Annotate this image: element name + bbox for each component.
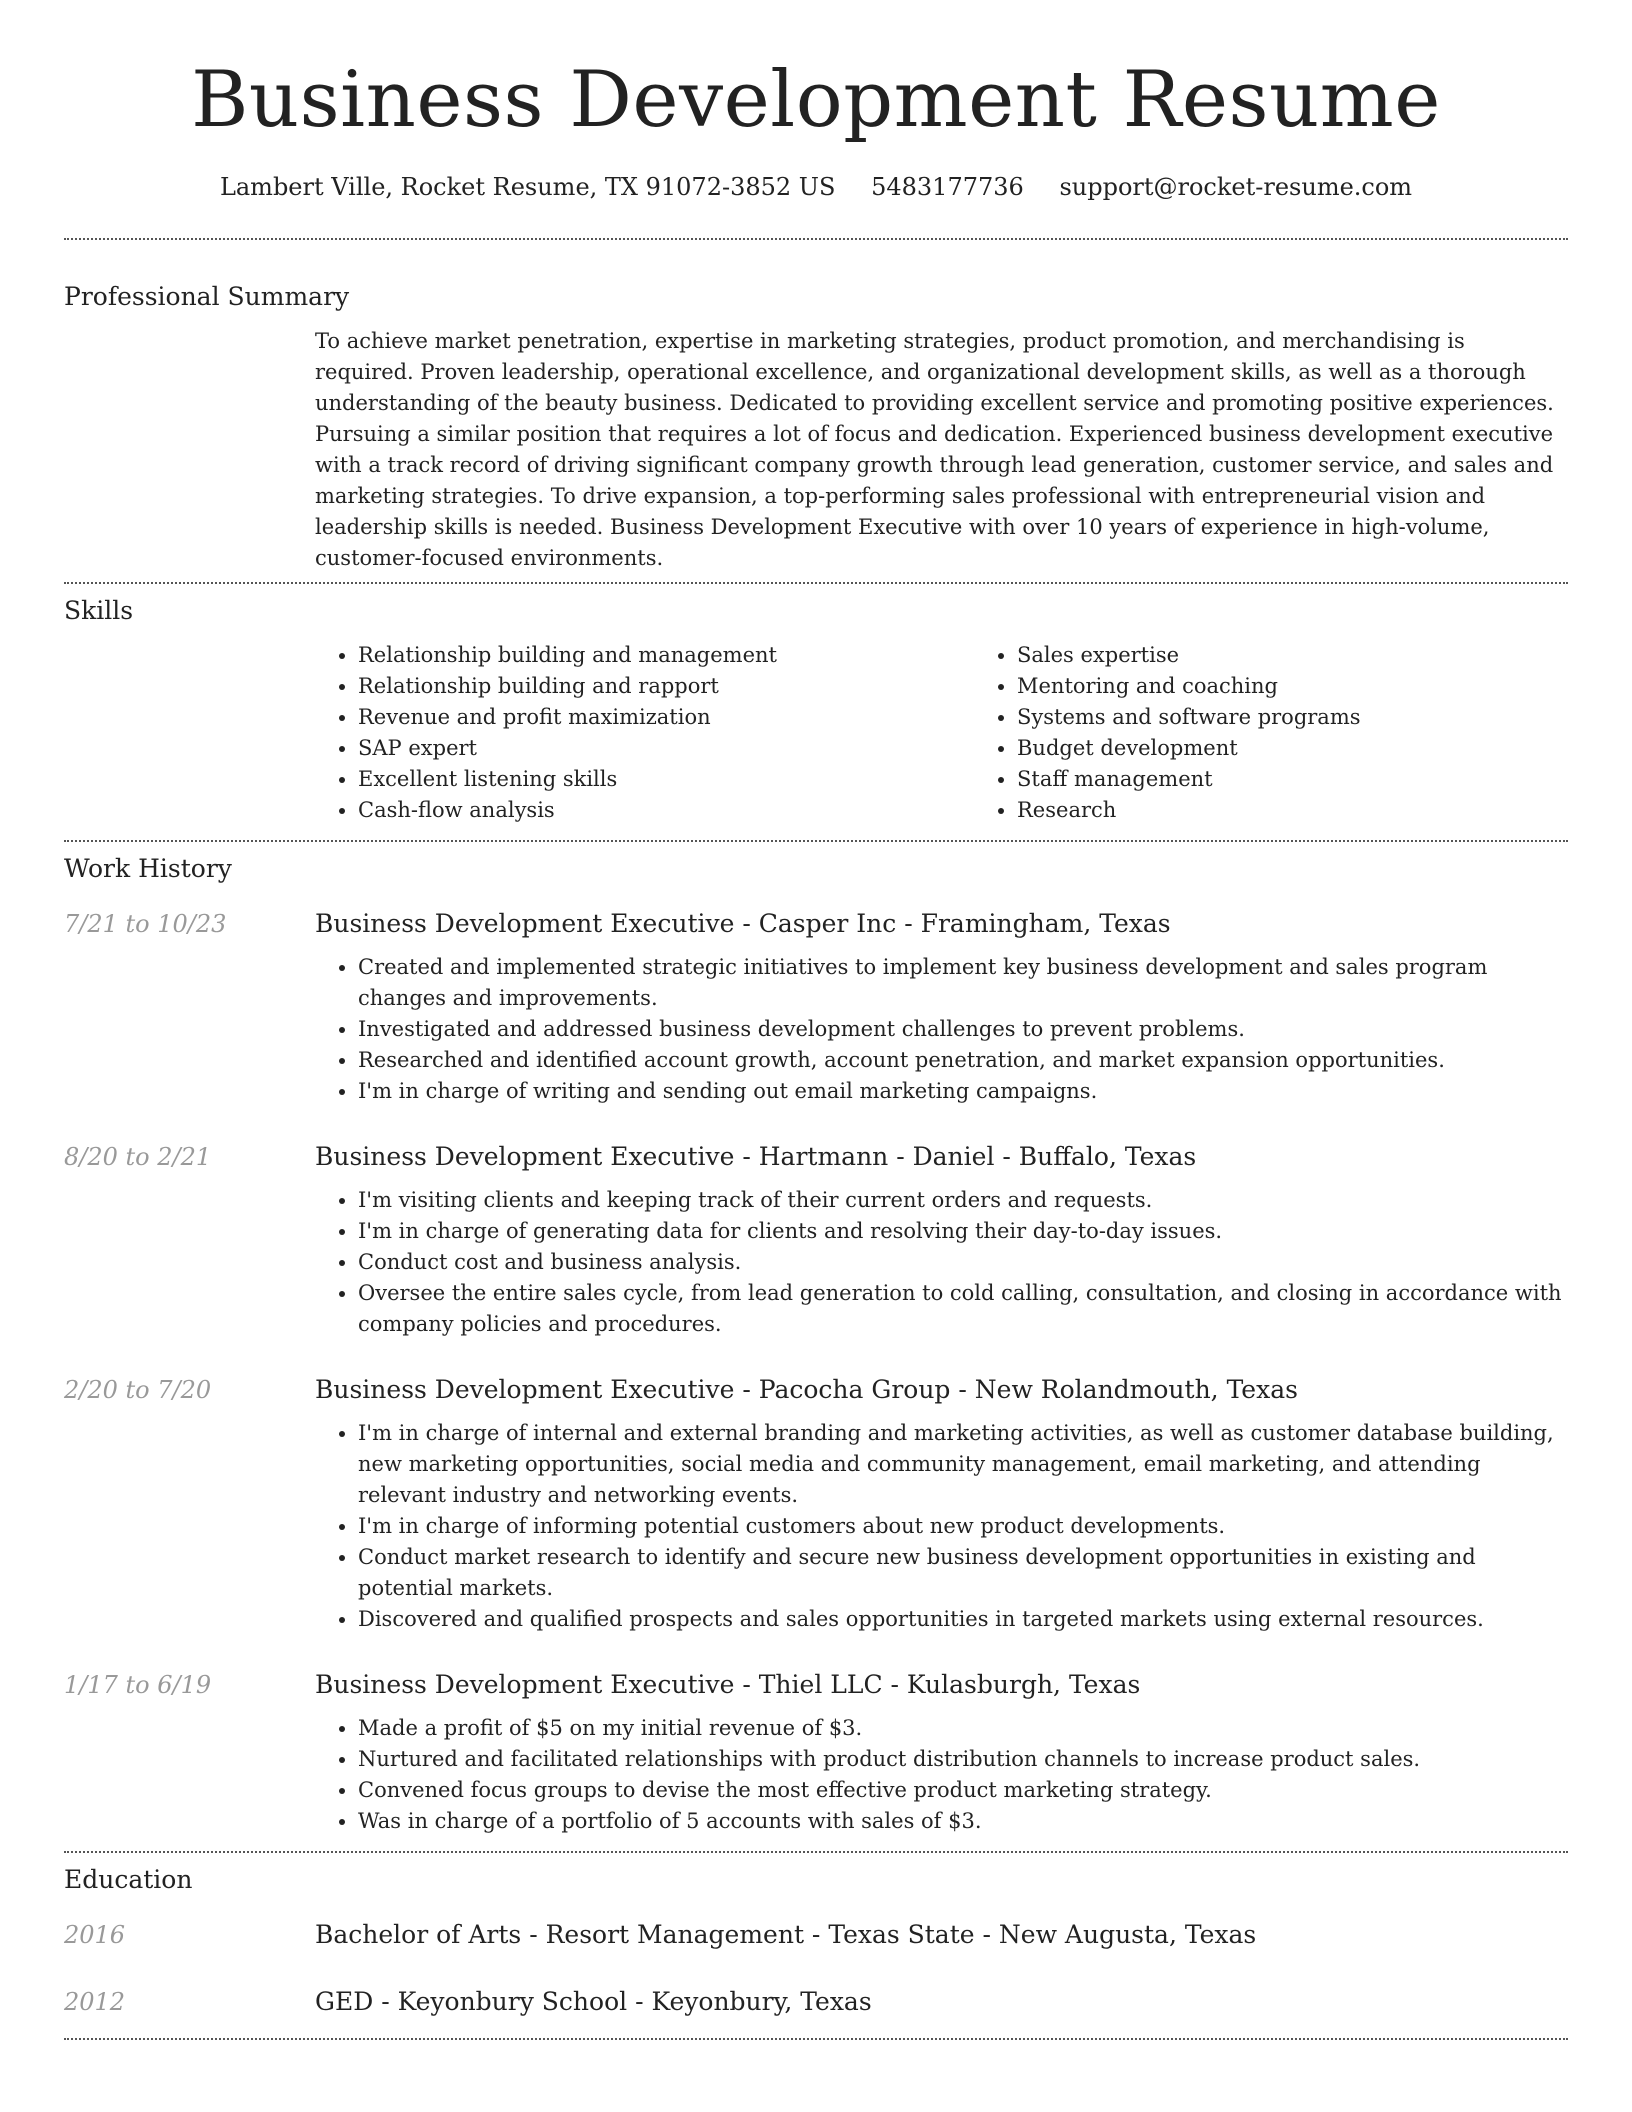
- job-title: Business Development Executive - Hartmann - Daniel - Buffalo, Texas: [315, 1142, 1197, 1171]
- job-body: [315, 1141, 1568, 1340]
- work-heading: Work History: [64, 854, 232, 883]
- job-bullet: • Nurtured and facilitated relationships with product distribution channels to increase product sales.: [358, 1744, 1568, 1775]
- job-bullet: • I'm in charge of writing and sending out email marketing campaigns.: [358, 1076, 1568, 1107]
- skills-heading: Skills: [64, 596, 134, 625]
- contact-address: Lambert Ville, Rocket Resume, TX 91072-3852 US: [219, 173, 836, 201]
- job-bullets: [315, 1418, 1568, 1635]
- job-dates: 2/20 to 7/20: [64, 1376, 212, 1404]
- job-dates: 7/21 to 10/23: [64, 910, 227, 938]
- job-bullet: • Conduct cost and business analysis.: [358, 1247, 1568, 1278]
- education-year: 2016: [64, 1921, 126, 1949]
- summary-section: [315, 326, 1568, 574]
- education-entry: [64, 1919, 1568, 1951]
- job-title: Business Development Executive - Thiel LLC - Kulasburgh, Texas: [315, 1670, 1141, 1699]
- job-entry: [64, 1374, 1568, 1635]
- education-details: Bachelor of Arts - Resort Management - Texas State - New Augusta, Texas: [315, 1920, 1257, 1949]
- skill-item: • Sales expertise: [1017, 640, 1568, 671]
- job-entry: [64, 908, 1568, 1107]
- job-bullets: [315, 1185, 1568, 1340]
- skill-item: • Staff management: [1017, 764, 1568, 795]
- work-divider: [64, 1851, 1568, 1853]
- job-bullet: • Created and implemented strategic initiatives to implement key business development and sales program changes and improvements.: [358, 952, 1568, 1014]
- job-bullet: • Conduct market research to identify and secure new business development opportunities in existing and potential markets.: [358, 1542, 1568, 1604]
- education-details: GED - Keyonbury School - Keyonbury, Texas: [315, 1987, 872, 2016]
- education-year: 2012: [64, 1988, 126, 2016]
- contact-email: support@rocket-resume.com: [1059, 173, 1413, 201]
- education-entry: [64, 1986, 1568, 2018]
- skills-list-right: [974, 640, 1568, 826]
- job-dates: 1/17 to 6/19: [64, 1671, 212, 1699]
- summary-heading: Professional Summary: [64, 282, 350, 311]
- job-entry: [64, 1141, 1568, 1340]
- skills-divider: [64, 840, 1568, 842]
- job-bullet: • Investigated and addressed business development challenges to prevent problems.: [358, 1014, 1568, 1045]
- job-bullet: • Convened focus groups to devise the most effective product marketing strategy.: [358, 1775, 1568, 1806]
- summary-divider: [64, 582, 1568, 584]
- skill-item: • Relationship building and rapport: [358, 671, 974, 702]
- job-bullets: [315, 1713, 1568, 1837]
- skill-item: • Budget development: [1017, 733, 1568, 764]
- skill-item: • Revenue and profit maximization: [358, 702, 974, 733]
- skill-item: • Relationship building and management: [358, 640, 974, 671]
- skills-section: [315, 640, 1568, 826]
- header-divider: [64, 238, 1568, 240]
- education-divider: [64, 2038, 1568, 2040]
- contact-phone: 5483177736: [871, 173, 1024, 201]
- job-entry: [64, 1669, 1568, 1837]
- contact-line: [64, 172, 1568, 202]
- skill-item: • Excellent listening skills: [358, 764, 974, 795]
- job-dates: 8/20 to 2/21: [64, 1143, 212, 1171]
- job-body: [315, 908, 1568, 1107]
- skills-list-left: [315, 640, 974, 826]
- job-bullet: • Discovered and qualified prospects and sales opportunities in targeted markets using external resources.: [358, 1604, 1568, 1635]
- job-title: Business Development Executive - Pacocha Group - New Rolandmouth, Texas: [315, 1375, 1298, 1404]
- skill-item: • Systems and software programs: [1017, 702, 1568, 733]
- job-bullets: [315, 952, 1568, 1107]
- job-body: [315, 1669, 1568, 1837]
- job-bullet: • Was in charge of a portfolio of 5 accounts with sales of $3.: [358, 1806, 1568, 1837]
- skill-item: • Research: [1017, 795, 1568, 826]
- skill-item: • SAP expert: [358, 733, 974, 764]
- job-bullet: • Researched and identified account growth, account penetration, and market expansion opportunities.: [358, 1045, 1568, 1076]
- job-bullet: • I'm in charge of generating data for clients and resolving their day-to-day issues.: [358, 1216, 1568, 1247]
- job-bullet: • Oversee the entire sales cycle, from lead generation to cold calling, consultation, and closing in accordance with company policies and procedures.: [358, 1278, 1568, 1340]
- job-body: [315, 1374, 1568, 1635]
- job-bullet: • I'm visiting clients and keeping track of their current orders and requests.: [358, 1185, 1568, 1216]
- job-bullet: • I'm in charge of informing potential customers about new product developments.: [358, 1511, 1568, 1542]
- job-title: Business Development Executive - Casper Inc - Framingham, Texas: [315, 909, 1171, 938]
- job-bullet: • I'm in charge of internal and external branding and marketing activities, as well as customer database building, new marketing opportunities, social media and community management, email marketing, and attending relevant industry and networking events.: [358, 1418, 1568, 1511]
- skill-item: • Mentoring and coaching: [1017, 671, 1568, 702]
- skill-item: • Cash-flow analysis: [358, 795, 974, 826]
- summary-text: To achieve market penetration, expertise in marketing strategies, product promotion, and merchandising is required. Proven leadership, operational excellence, and organizational development skills, as well as a thorough understanding of the beauty business. Dedicated to providing excellent service and promoting positive experiences. Pursuing a similar position that requires a lot of focus and dedication. Experienced business development executive with a track record of driving significant company growth through lead generation, customer service, and sales and marketing strategies. To drive expansion, a top-performing sales professional with entrepreneurial vision and leadership skills is needed. Business Development Executive with over 10 years of experience in high-volume, customer-focused environments.: [315, 329, 1554, 570]
- job-bullet: • Made a profit of $5 on my initial revenue of $3.: [358, 1713, 1568, 1744]
- education-heading: Education: [64, 1865, 193, 1894]
- resume-title: Business Development Resume: [191, 55, 1441, 145]
